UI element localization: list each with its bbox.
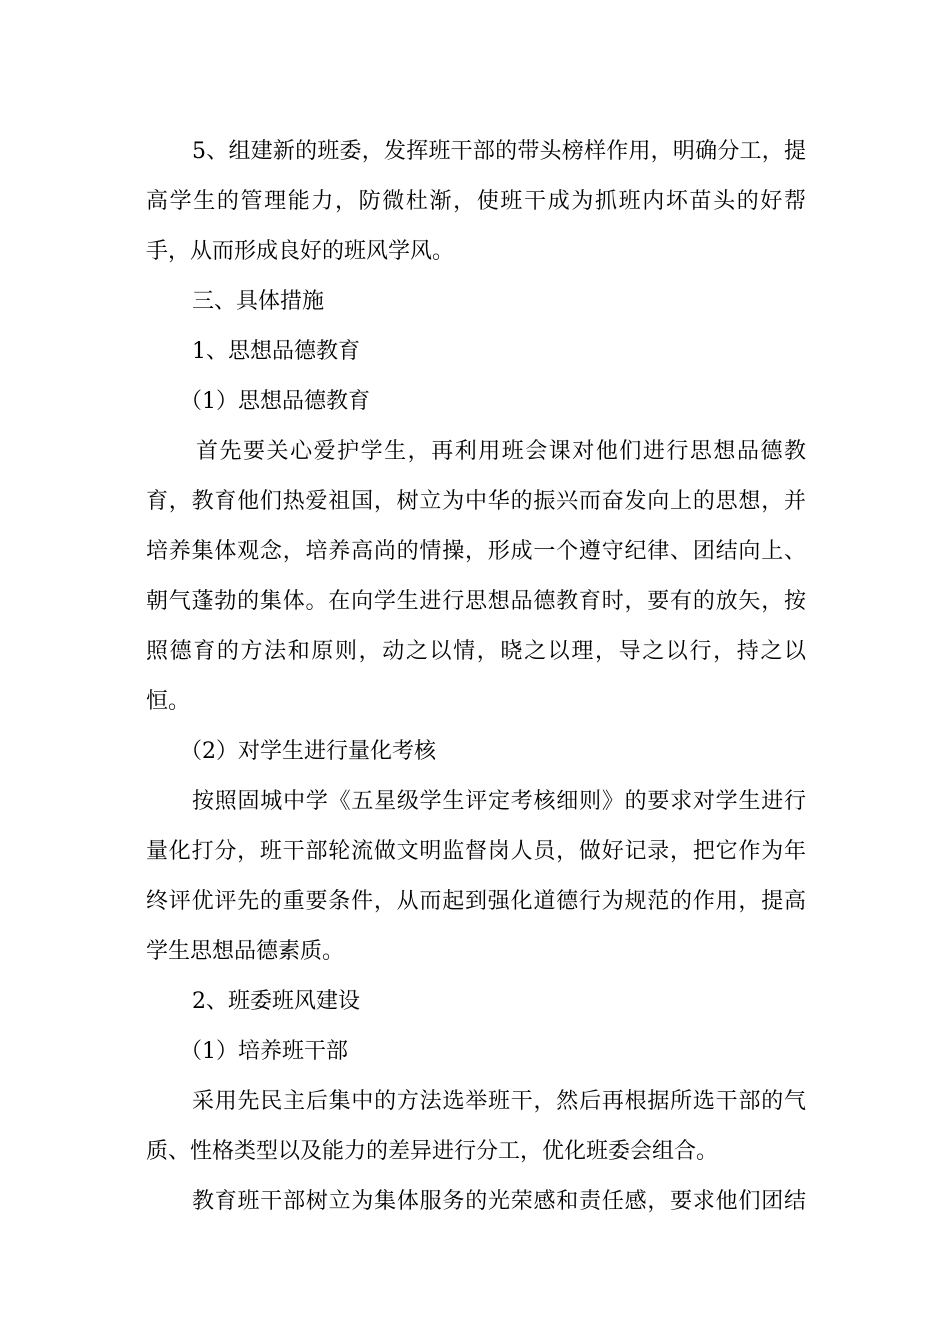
- subsection-heading: 1、思想品德教育: [192, 339, 360, 364]
- paragraph-line: 高学生的管理能力，防微杜渐，使班干成为抓班内坏苗头的好帮: [146, 189, 806, 214]
- paragraph-line: 教育班干部树立为集体服务的光荣感和责任感，要求他们团结: [192, 1189, 806, 1214]
- subsection-heading: （1）思想品德教育: [180, 389, 370, 414]
- subsection-heading: 2、班委班风建设: [192, 989, 360, 1014]
- subsection-heading: （2）对学生进行量化考核: [180, 739, 436, 764]
- paragraph-line: 终评优评先的重要条件，从而起到强化道德行为规范的作用，提高: [146, 889, 806, 914]
- paragraph-line: 采用先民主后集中的方法选举班干，然后再根据所选干部的气: [192, 1089, 806, 1114]
- paragraph-line: 手，从而形成良好的班风学风。: [146, 239, 455, 264]
- paragraph-line: 首先要关心爱护学生，再利用班会课对他们进行思想品德教: [196, 439, 806, 464]
- paragraph-line: 培养集体观念，培养高尚的情操，形成一个遵守纪律、团结向上、: [146, 539, 806, 564]
- paragraph-line: 质、性格类型以及能力的差异进行分工，优化班委会组合。: [146, 1139, 719, 1164]
- paragraph-line: 朝气蓬勃的集体。在向学生进行思想品德教育时，要有的放矢，按: [146, 589, 806, 614]
- paragraph-line: 量化打分，班干部轮流做文明监督岗人员，做好记录，把它作为年: [146, 839, 806, 864]
- paragraph-line: 5、组建新的班委，发挥班干部的带头榜样作用，明确分工，提: [192, 139, 806, 164]
- subsection-heading: （1）培养班干部: [180, 1039, 348, 1064]
- section-heading: 三、具体措施: [192, 289, 325, 314]
- paragraph-line: 按照固城中学《五星级学生评定考核细则》的要求对学生进行: [192, 789, 806, 814]
- paragraph-line: 育，教育他们热爱祖国，树立为中华的振兴而奋发向上的思想，并: [146, 489, 806, 514]
- paragraph-line: 照德育的方法和原则，动之以情，晓之以理，导之以行，持之以: [146, 639, 806, 664]
- paragraph-line: 恒。: [146, 689, 191, 714]
- paragraph-line: 学生思想品德素质。: [146, 939, 345, 964]
